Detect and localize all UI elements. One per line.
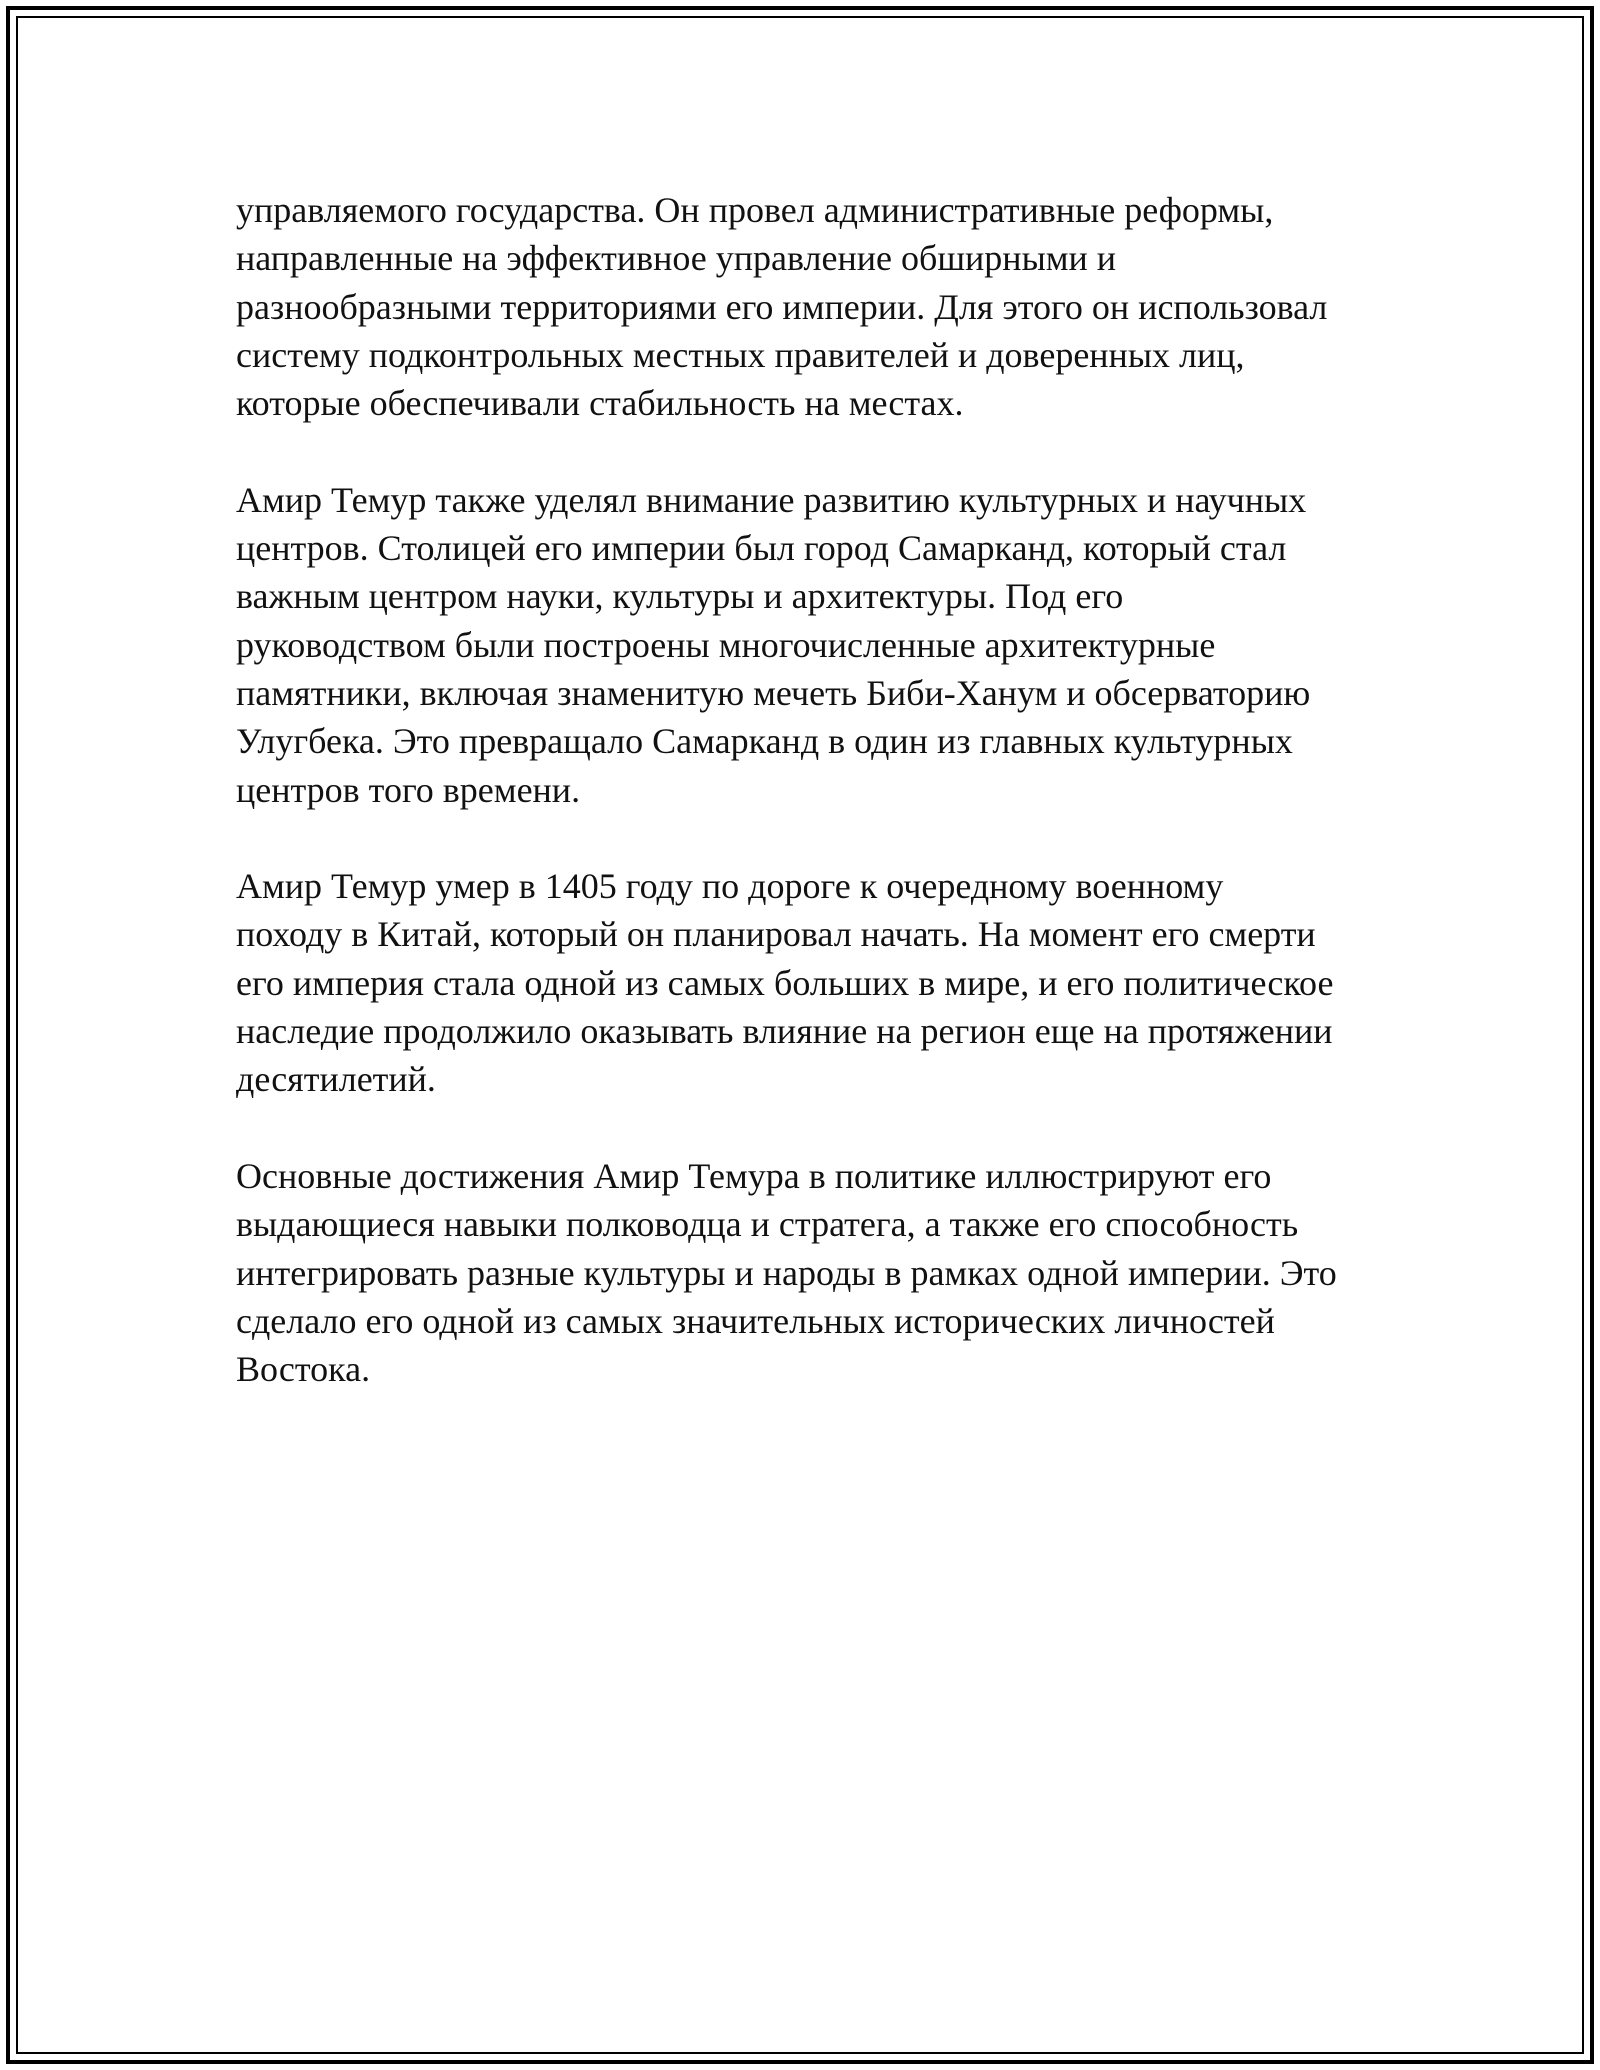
text-line: центров того времени. xyxy=(236,769,581,810)
document-body xyxy=(236,186,1376,1442)
text-line: походу в Китай, который он планировал начать. На момент его смерти xyxy=(236,914,1316,955)
paragraph-death xyxy=(236,862,1376,1103)
text-line: руководством были построены многочисленные архитектурные xyxy=(236,624,1216,665)
text-line: Амир Темур умер в 1405 году по дороге к очередному военному xyxy=(236,866,1224,907)
text-line: разнообразными территориями его империи. Для этого он использовал xyxy=(236,286,1328,327)
text-line: Улугбека. Это превращало Самарканд в один из главных культурных xyxy=(236,721,1293,762)
text-line: интегрировать разные культуры и народы в рамках одной империи. Это xyxy=(236,1252,1337,1293)
text-line: важным центром науки, культуры и архитектуры. Под его xyxy=(236,576,1124,617)
text-line: десятилетий. xyxy=(236,1059,436,1100)
paragraph-administration xyxy=(236,186,1376,427)
text-line: памятники, включая знаменитую мечеть Биби-Ханум и обсерваторию xyxy=(236,672,1311,713)
text-line: Амир Темур также уделял внимание развитию культурных и научных xyxy=(236,479,1307,520)
text-line: направленные на эффективное управление обширными и xyxy=(236,238,1117,279)
text-line: центров. Столицей его империи был город Самарканд, который стал xyxy=(236,528,1287,569)
paragraph-achievements xyxy=(236,1152,1376,1393)
text-line: которые обеспечивали стабильность на местах. xyxy=(236,383,964,424)
text-line: сделало его одной из самых значительных исторических личностей xyxy=(236,1300,1275,1341)
text-line: Востока. xyxy=(236,1349,371,1390)
text-line: выдающиеся навыки полководца и стратега, а также его способность xyxy=(236,1204,1299,1245)
text-line: наследие продолжило оказывать влияние на регион еще на протяжении xyxy=(236,1011,1333,1052)
text-line: систему подконтрольных местных правителей и доверенных лиц, xyxy=(236,334,1245,375)
paragraph-culture xyxy=(236,476,1376,814)
text-line: его империя стала одной из самых больших в мире, и его политическое xyxy=(236,962,1334,1003)
text-line: Основные достижения Амир Темура в политике иллюстрируют его xyxy=(236,1155,1272,1196)
text-line: управляемого государства. Он провел административные реформы, xyxy=(236,190,1274,230)
